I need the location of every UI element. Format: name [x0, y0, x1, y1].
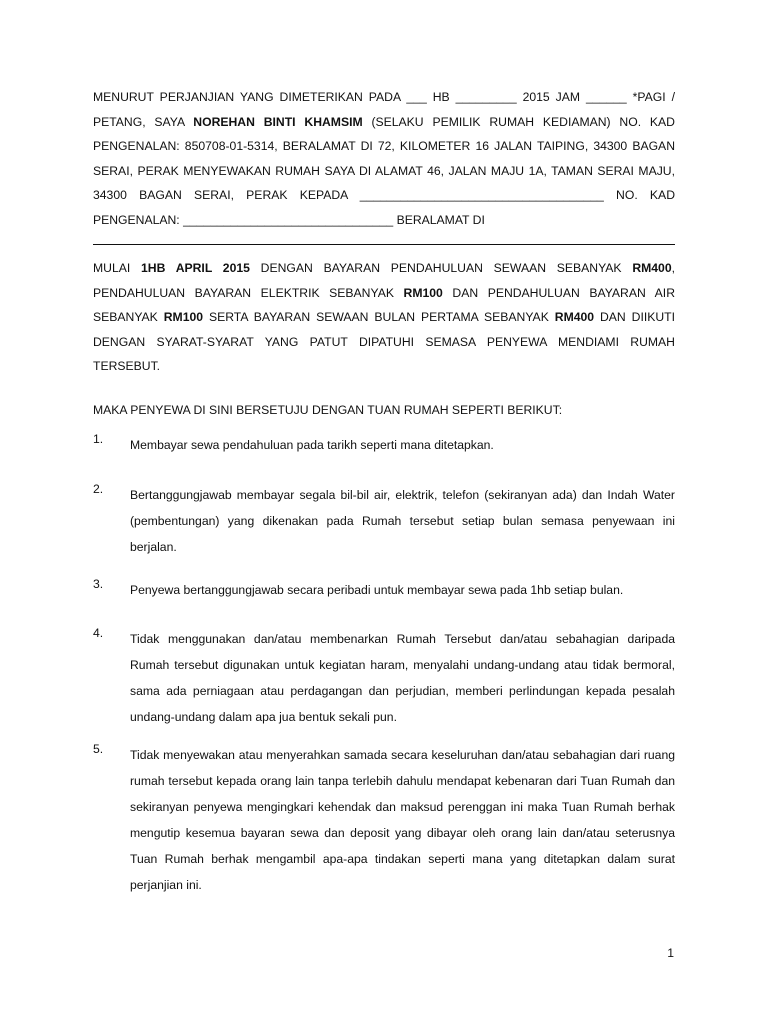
- terms-text-5: SERTA BAYARAN SEWAAN BULAN PERTAMA SEBANYAK: [203, 310, 555, 325]
- electric-deposit-amount: RM100: [403, 285, 443, 300]
- intro-text-1: MENURUT PERJANJIAN YANG DIMETERIKAN PADA ___ HB _________ 2015 JAM ______ *PAGI / PETANG, SAYA: [93, 90, 675, 129]
- clause-text: Penyewa bertanggungjawab secara peribadi untuk membayar sewa pada 1hb setiap bulan.: [130, 583, 624, 597]
- intro-text-2: (SELAKU PEMILIK RUMAH KEDIAMAN) NO. KAD PENGENALAN: 850708-01-5314, BERALAMAT DI 72, KILOMETER 16 JALAN TAIPING, 34300 BAGAN SERAI, PERAK MENYEWAKAN RUMAH SAYA DI ALAMAT 46, JALAN MAJU 1A, TAMAN SERAI MAJU, 34300 BAGAN SERAI, PERAK KEPADA ____________________________________ NO. KAD PENGENALAN: _______________________________ BERALAMAT DI: [93, 114, 675, 227]
- clause-text: Tidak menggunakan dan/atau membenarkan Rumah Tersebut dan/atau sebahagian daripada Rumah tersebut digunakan untuk kegiatan haram, menyalahi undang-undang atau tidak bermoral, sama ada perniagaan atau perdagangan dan perjudian, memberi perlindungan kepada pesalah undang-undang dalam apa jua bentuk sekali pun.: [130, 632, 675, 724]
- terms-text-4: DAN PENDAHULUAN BAYARAN AIR SEBANYAK: [93, 285, 675, 325]
- clause-3: [93, 577, 675, 603]
- terms-text-2: DENGAN BAYARAN PENDAHULUAN SEWAAN SEBANYAK: [249, 261, 633, 275]
- rent-deposit-amount: RM400: [632, 261, 672, 275]
- terms-text-6: DAN DIIKUTI DENGAN SYARAT-SYARAT YANG PATUT DIPATUHI SEMASA PENYEWA MENDIAMI RUMAH TERSEBUT.: [93, 310, 675, 374]
- first-month-rent-amount: RM400: [554, 310, 595, 325]
- water-deposit-amount: RM100: [163, 310, 204, 325]
- intro-paragraph: [93, 85, 675, 257]
- agreement-heading: MAKA PENYEWA DI SINI BERSETUJU DENGAN TUAN RUMAH SEPERTI BERIKUT:: [93, 403, 563, 417]
- address-blank-line: [93, 244, 675, 245]
- clause-number: 4.: [93, 626, 104, 640]
- clause-4: [93, 626, 675, 730]
- clause-text: Membayar sewa pendahuluan pada tarikh seperti mana ditetapkan.: [130, 438, 494, 452]
- clause-number: 5.: [93, 742, 104, 756]
- clause-number: 3.: [93, 577, 104, 591]
- clause-text: Bertanggungjawab membayar segala bil-bil air, elektrik, telefon (sekiranyan ada) dan Indah Water (pembentungan) yang dikenakan pada Rumah tersebut setiap bulan semasa penyewaan ini berjalan.: [130, 488, 675, 554]
- clause-2: [93, 482, 675, 560]
- page-number: 1: [667, 946, 674, 960]
- clause-1: [93, 432, 675, 458]
- clause-number: 2.: [93, 482, 104, 496]
- terms-text-1: MULAI: [93, 261, 142, 275]
- clause-text: Tidak menyewakan atau menyerahkan samada secara keseluruhan dan/atau sebahagian dari ruang rumah tersebut kepada orang lain tanpa terlebih dahulu mendapat kebenaran dari Tuan Rumah dan sekiranyan penyewa mengingkari kehendak dan maksud perenggan ini maka Tuan Rumah berhak mengutip kesemua bayaran sewa dan deposit yang dibayar oleh orang lain dan/atau seterusnya Tuan Rumah berhak mengambil apa-apa tindakan seperti mana yang ditetapkan dalam surat perjanjian ini.: [130, 748, 675, 892]
- owner-name: NOREHAN BINTI KHAMSIM: [193, 114, 363, 129]
- start-date: 1HB APRIL 2015: [141, 261, 250, 275]
- terms-paragraph: [93, 256, 675, 379]
- clause-5: [93, 742, 675, 898]
- clause-number: 1.: [93, 432, 104, 446]
- terms-text-3: , PENDAHULUAN BAYARAN ELEKTRIK SEBANYAK: [93, 261, 676, 300]
